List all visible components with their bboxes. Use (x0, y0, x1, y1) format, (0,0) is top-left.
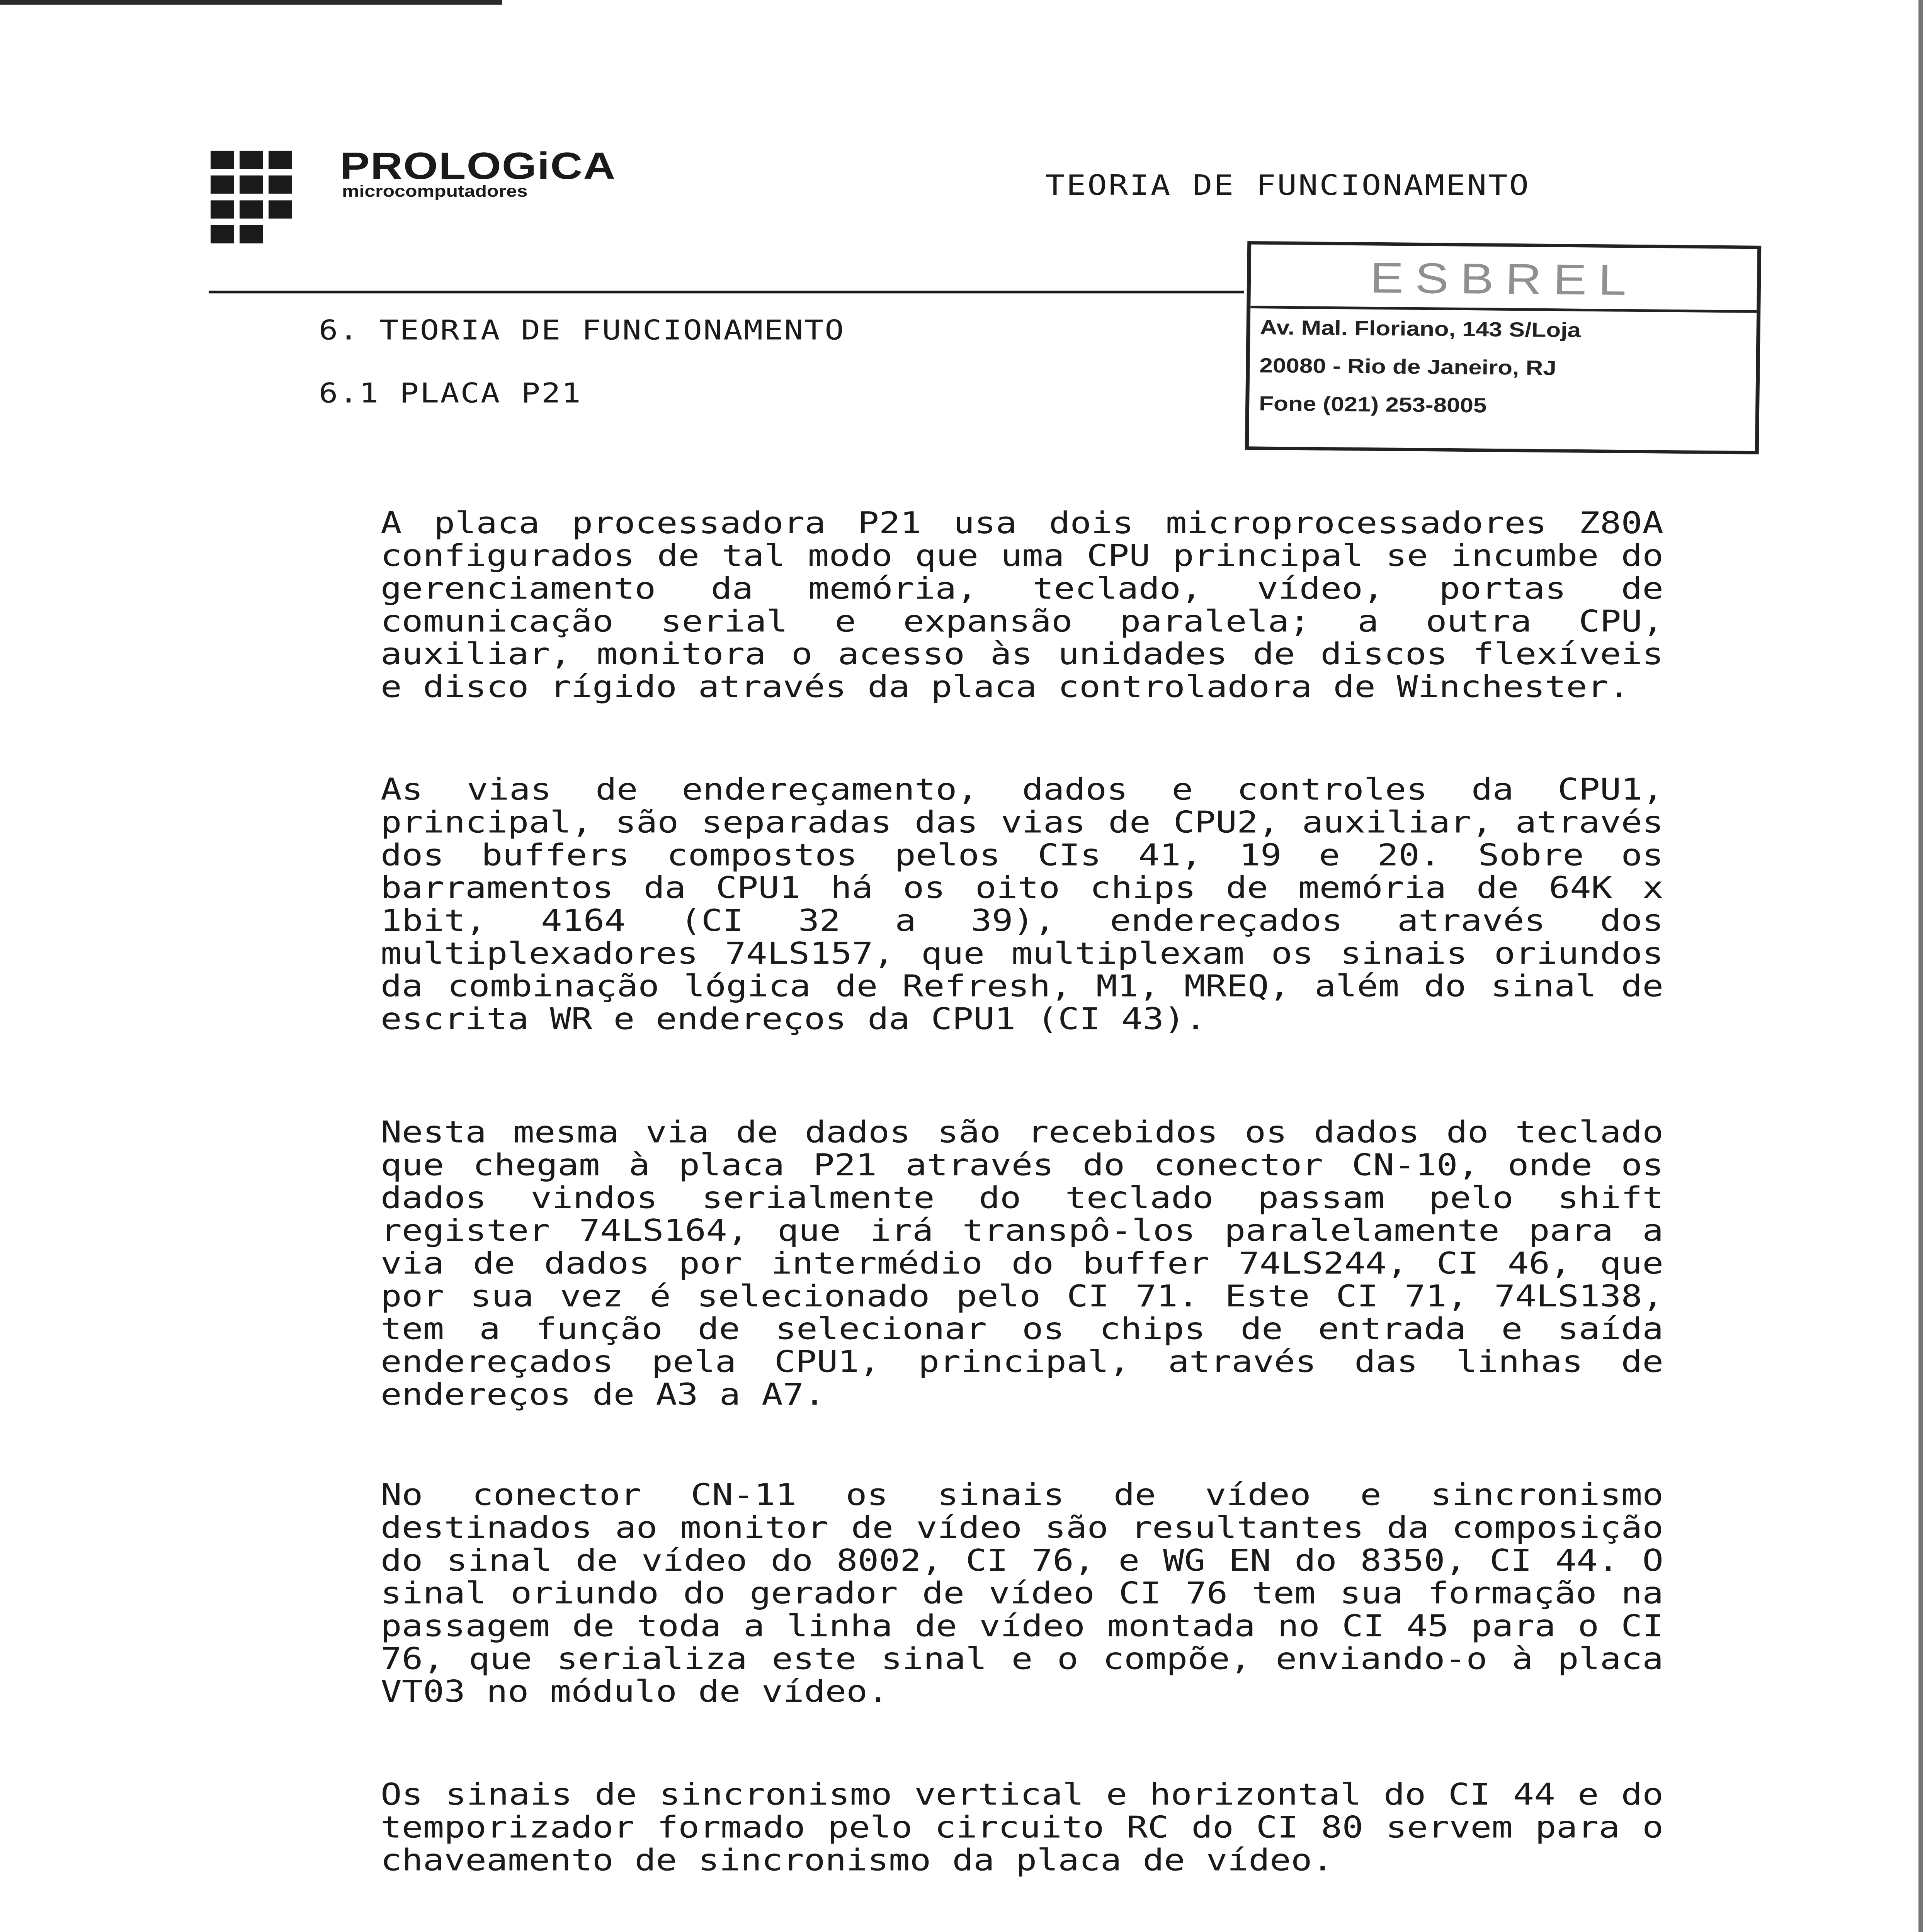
paragraph-placa-p21: A placa processadora P21 usa dois microprocessadores Z80A configurados de tal modo que uma CPU principal se incumbe do gerenciamento da memória, teclado, vídeo, portas de comunicação serial e expansão paralela; a outra CPU, auxiliar, monitora o acesso às unidades de discos flexíveis e disco rígido através da placa controladora de Winchester. (381, 505, 1663, 704)
stamp-divider (1250, 306, 1757, 313)
brand-name: PROLOGiCA (340, 145, 616, 187)
brand-subtitle: microcomputadores (342, 182, 528, 201)
stamp-phone: Fone (021) 253-8005 (1259, 392, 1487, 417)
subsection-title: 6.1 PLACA P21 (319, 377, 582, 409)
section-title: 6. TEORIA DE FUNCIONAMENTO (319, 315, 845, 346)
paragraph-sincronismo: Os sinais de sincronismo vertical e horizontal do CI 44 e do temporizador formado pelo circuito RC do CI 80 servem para o chaveamento de sincronismo da placa de vídeo. (381, 1777, 1663, 1878)
prologica-logo-icon (211, 151, 303, 270)
stamp-name: ESBREL (1369, 253, 1638, 304)
paragraph-teclado: Nesta mesma via de dados são recebidos os dados do teclado que chegam à placa P21 através do conector CN-10, onde os dados vindos serialmente do teclado passam pelo shift register 74LS164, que irá transpô-los paralelamente para a via de dados por intermédio do buffer 74LS244, CI 46, que por sua vez é selecionado pelo CI 71. Este CI 71, 74LS138, tem a função de selecionar os chips de entrada e saída endereçados pela CPU1, principal, através das linhas de endereços de A3 a A7. (381, 1115, 1663, 1412)
scan-right-edge (1918, 0, 1923, 1932)
company-stamp (1245, 241, 1762, 454)
header-rule (209, 291, 1244, 293)
scan-top-edge (0, 0, 502, 5)
paragraph-conector-video: No conector CN-11 os sinais de vídeo e sincronismo destinados ao monitor de vídeo são resultantes da composição do sinal de vídeo do 8002, CI 76, e WG EN do 8350, CI 44. O sinal oriundo do gerador de vídeo CI 76 tem sua formação na passagem de toda a linha de vídeo montada no CI 45 para o CI 76, que serializa este sinal e o compõe, enviando-o à placa VT03 no módulo de vídeo. (381, 1477, 1663, 1709)
stamp-city: 20080 - Rio de Janeiro, RJ (1259, 354, 1557, 380)
stamp-address: Av. Mal. Floriano, 143 S/Loja (1260, 316, 1581, 342)
paragraph-vias-enderecamento: As vias de endereçamento, dados e controles da CPU1, principal, são separadas das vias de CPU2, auxiliar, através dos buffers compostos pelos CIs 41, 19 e 20. Sobre os barramentos da CPU1 há os oito chips de memória de 64K x 1bit, 4164 (CI 32 a 39), endereçados através dos multiplexadores 74LS157, que multiplexam os sinais oriundos da combinação lógica de Refresh, M1, MREQ, além do sinal de escrita WR e endereços da CPU1 (CI 43). (381, 772, 1663, 1037)
header-title: TEORIA DE FUNCIONAMENTO (1045, 169, 1531, 202)
